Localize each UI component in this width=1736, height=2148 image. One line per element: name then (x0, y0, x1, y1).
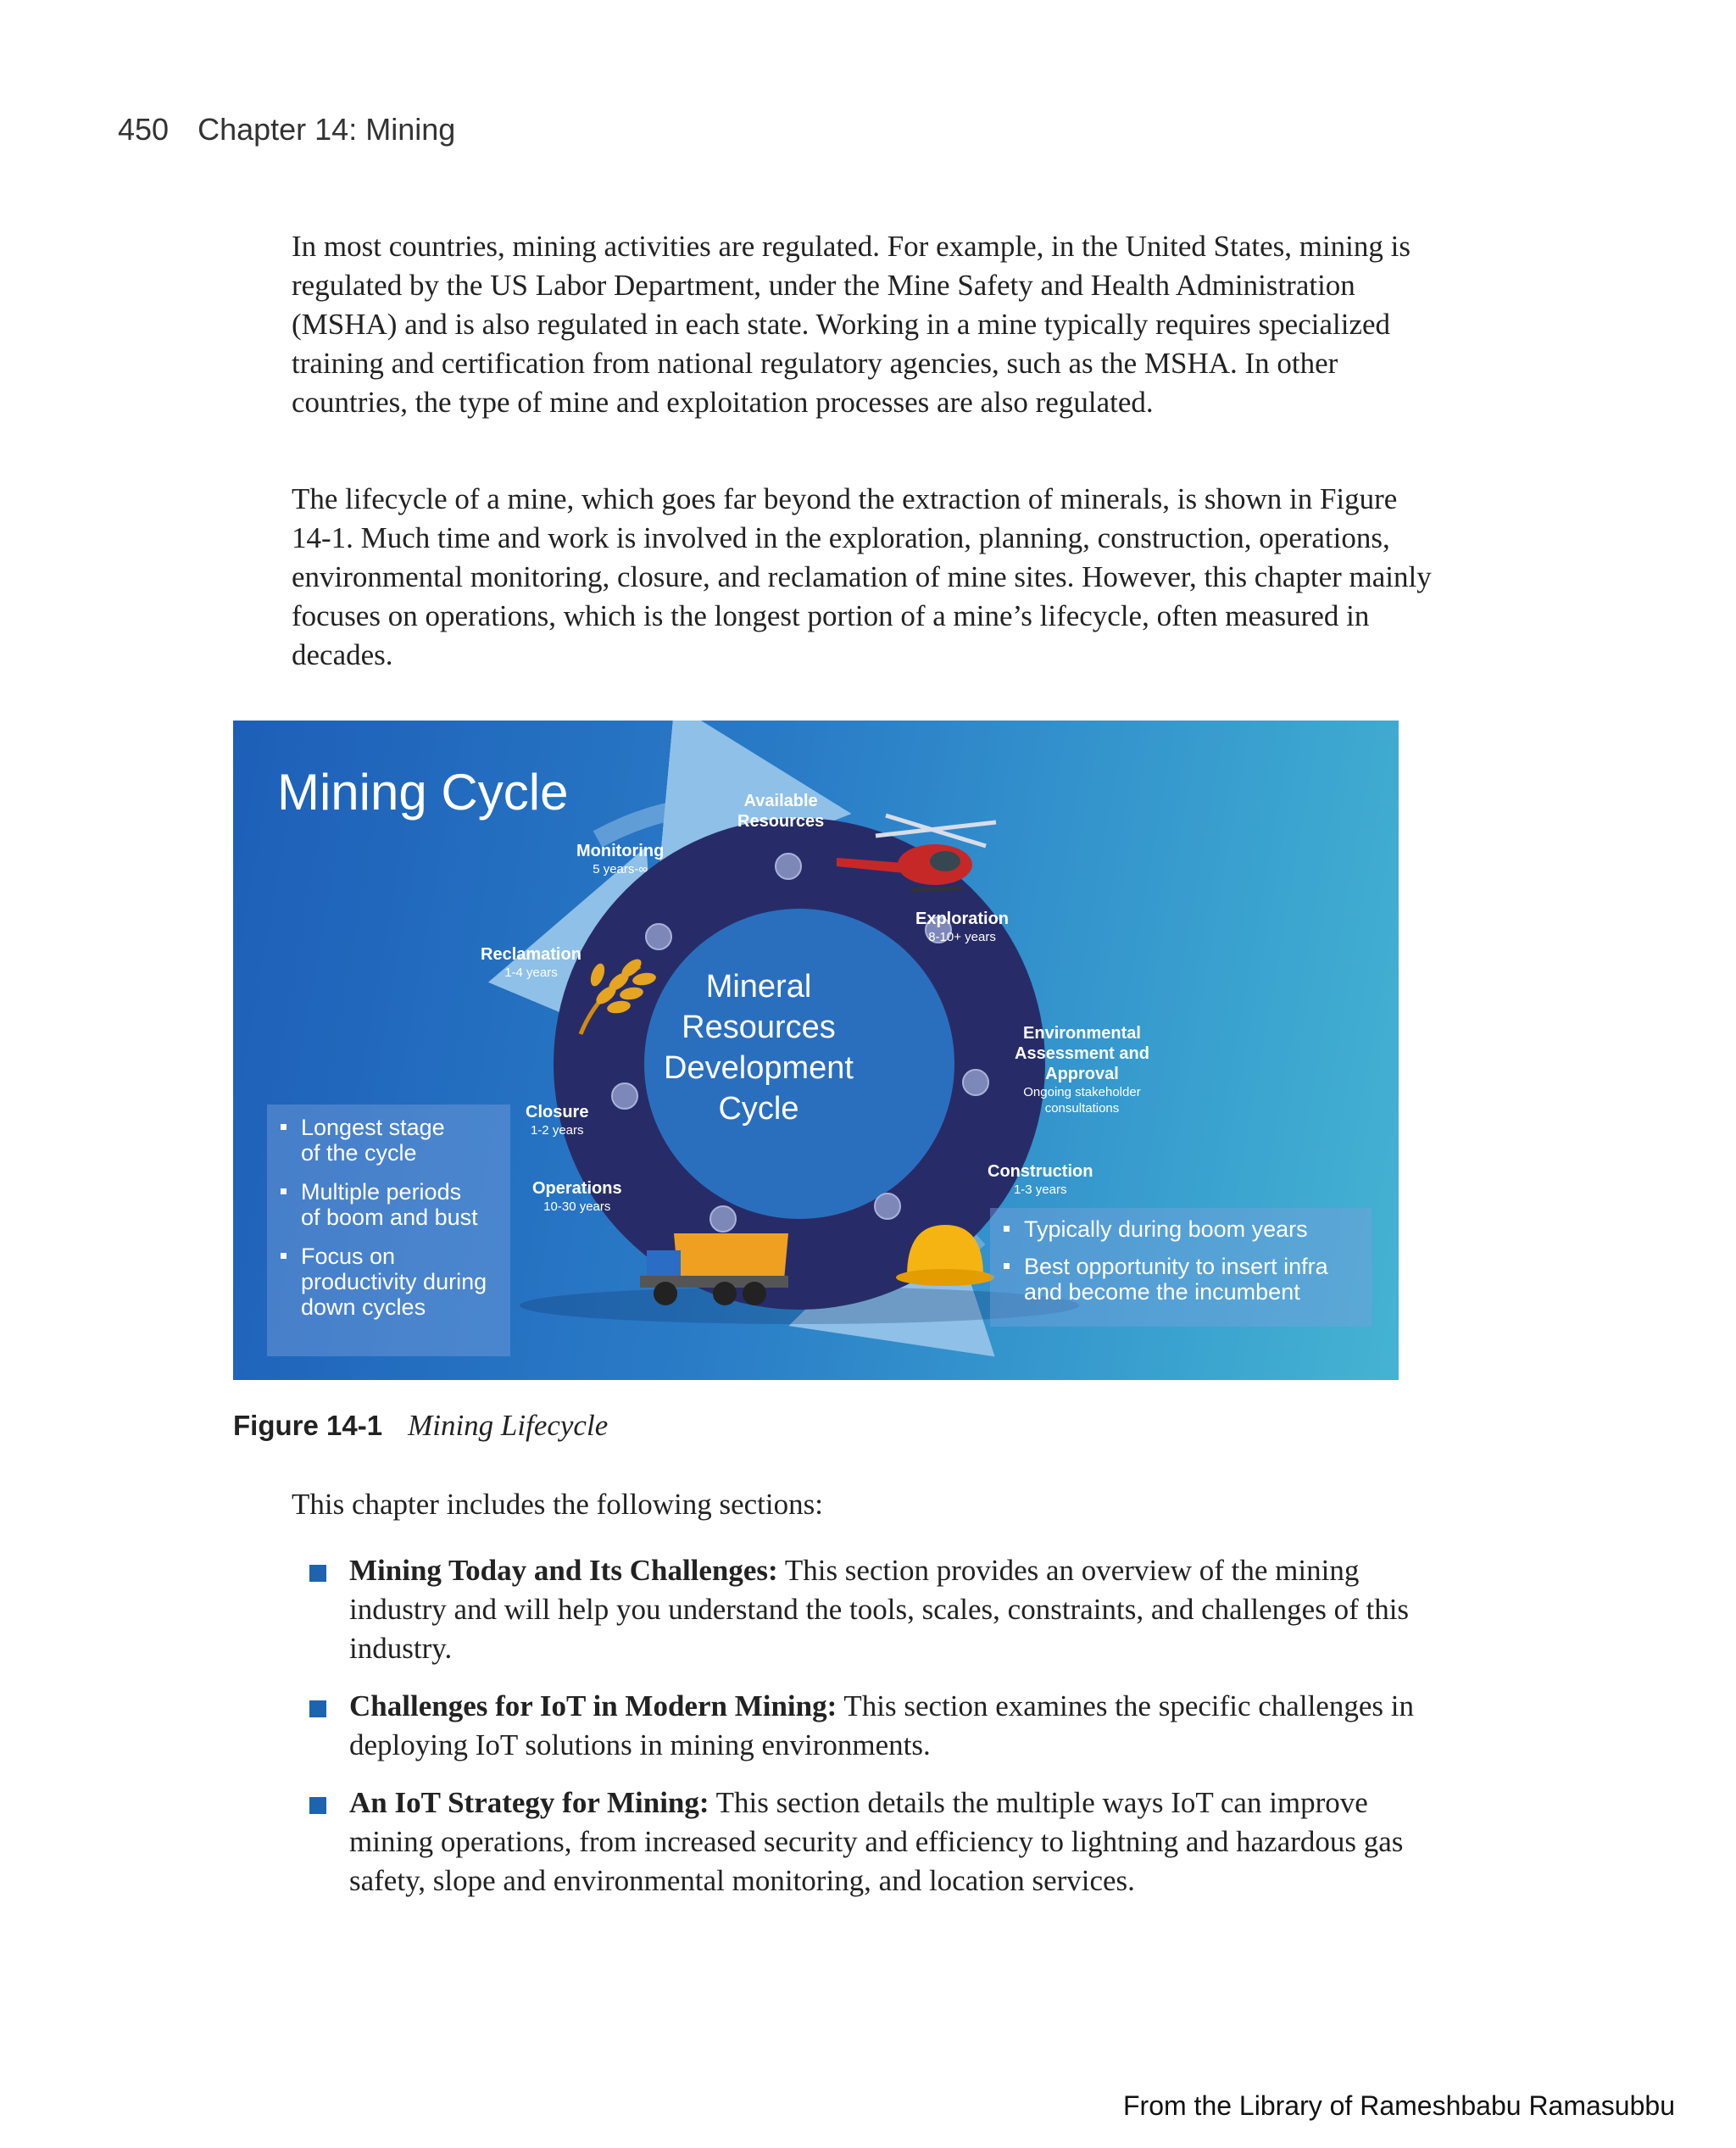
center-line-4: Cycle (718, 1091, 799, 1127)
operations-notes-box (267, 1105, 510, 1356)
stage-note: Ongoing stakeholder (1023, 1085, 1141, 1099)
dot-operations (710, 1206, 736, 1232)
running-header (118, 112, 455, 147)
dot-available (776, 854, 801, 879)
paragraph-lifecycle: The lifecycle of a mine, which goes far beyond the extraction of minerals, is shown in Figure 14-1. Much time and work is involved in the exploration, planning, construction, operations, environmental monitoring, closure, and reclamation of mine sites. However, this chapter mainly focuses on operations, which is the longest portion of a mine’s lifecycle, often measured in decades. (292, 482, 1432, 671)
list-item (309, 1551, 1428, 1668)
stage-name: Operations (532, 1179, 622, 1198)
page-number: 450 (118, 112, 170, 147)
dot-reclamation (646, 924, 671, 949)
stage-years: 1-4 years (504, 965, 558, 980)
library-footer: From the Library of Rameshbabu Ramasubbu (1123, 2090, 1675, 2121)
mining-cycle-figure (233, 721, 1399, 1380)
dot-closure (612, 1083, 637, 1109)
section-title: Mining Today and Its Challenges: (349, 1554, 778, 1587)
bullet-square-icon (309, 1565, 326, 1582)
cycle-center-label (657, 966, 860, 1129)
stage-years: 8-10+ years (928, 930, 996, 944)
center-line-2: Resources (682, 1010, 836, 1045)
stage-name: Assessment and (1015, 1044, 1149, 1063)
paragraph-regulation: In most countries, mining activities are regulated. For example, in the United States, mining is regulated by the US Labor Department, under the Mine Safety and Health Administration (MSHA) and is also regulated in each state. Working in a mine typically requires specialized training and certification from national regulatory agencies, such as the MSHA. In other countries, the type of mine and exploitation processes are also regulated. (292, 230, 1411, 419)
stage-name: Closure (526, 1103, 589, 1121)
section-text: This section details the multiple ways IoT can improve mining operations, from increased security and efficiency to lightning and hazardous gas safety, slope and environmental monitoring, and location services. (349, 1786, 1404, 1897)
center-line-3: Development (664, 1050, 854, 1086)
stage-exploration (915, 909, 1009, 945)
stage-closure (526, 1102, 588, 1138)
stage-construction (988, 1161, 1093, 1198)
stage-name: Construction (988, 1162, 1093, 1181)
bullet-square-icon (309, 1700, 326, 1717)
stage-operations (532, 1178, 622, 1215)
dot-construction (875, 1194, 900, 1219)
figure-title: Mining Cycle (277, 764, 569, 821)
section-text: This section provides an overview of the mining industry and will help you understand the tools, scales, constraints, and challenges of this industry. (349, 1554, 1410, 1665)
stage-environmental (1015, 1023, 1149, 1116)
center-line-1: Mineral (705, 969, 812, 1004)
stage-note: consultations (1044, 1101, 1120, 1116)
stage-years: 1-3 years (1013, 1183, 1067, 1197)
note-item: Best opportunity to insert infra and become the incumbent (990, 1254, 1372, 1305)
section-list (309, 1551, 1428, 1919)
stage-available (737, 791, 824, 832)
figure-caption (233, 1409, 608, 1443)
stage-name: Available (743, 792, 818, 810)
caption-label: Figure 14-1 (233, 1410, 383, 1441)
stage-name: Reclamation (481, 945, 581, 964)
stage-name: Approval (1045, 1065, 1119, 1083)
list-item (309, 1784, 1428, 1900)
stage-monitoring (576, 841, 664, 877)
section-title: An IoT Strategy for Mining: (349, 1786, 709, 1819)
section-title: Challenges for IoT in Modern Mining: (349, 1689, 837, 1722)
note-item: Focus on productivity during down cycles (267, 1244, 510, 1320)
section-text: This section examines the specific challenges in deploying IoT solutions in mining environments. (349, 1689, 1414, 1761)
note-item: Multiple periods of boom and bust (267, 1179, 510, 1230)
stage-name: Exploration (915, 910, 1010, 928)
stage-name: Resources (737, 812, 825, 831)
bullet-square-icon (309, 1797, 326, 1814)
sections-intro: This chapter includes the following sections: (292, 1488, 823, 1521)
stage-years: 1-2 years (530, 1123, 584, 1138)
construction-notes-box (990, 1208, 1372, 1327)
dot-environmental (963, 1070, 988, 1095)
note-item: Longest stage of the cycle (267, 1115, 510, 1166)
caption-title: Mining Lifecycle (408, 1409, 609, 1442)
note-item: Typically during boom years (990, 1216, 1372, 1242)
list-item (309, 1687, 1428, 1765)
stage-years: 5 years-∞ (593, 862, 648, 876)
stage-name: Monitoring (576, 842, 665, 860)
stage-years: 10-30 years (543, 1199, 611, 1214)
stage-name: Environmental (1023, 1024, 1141, 1043)
chapter-title: Chapter 14: Mining (198, 112, 456, 147)
stage-reclamation (481, 944, 581, 981)
